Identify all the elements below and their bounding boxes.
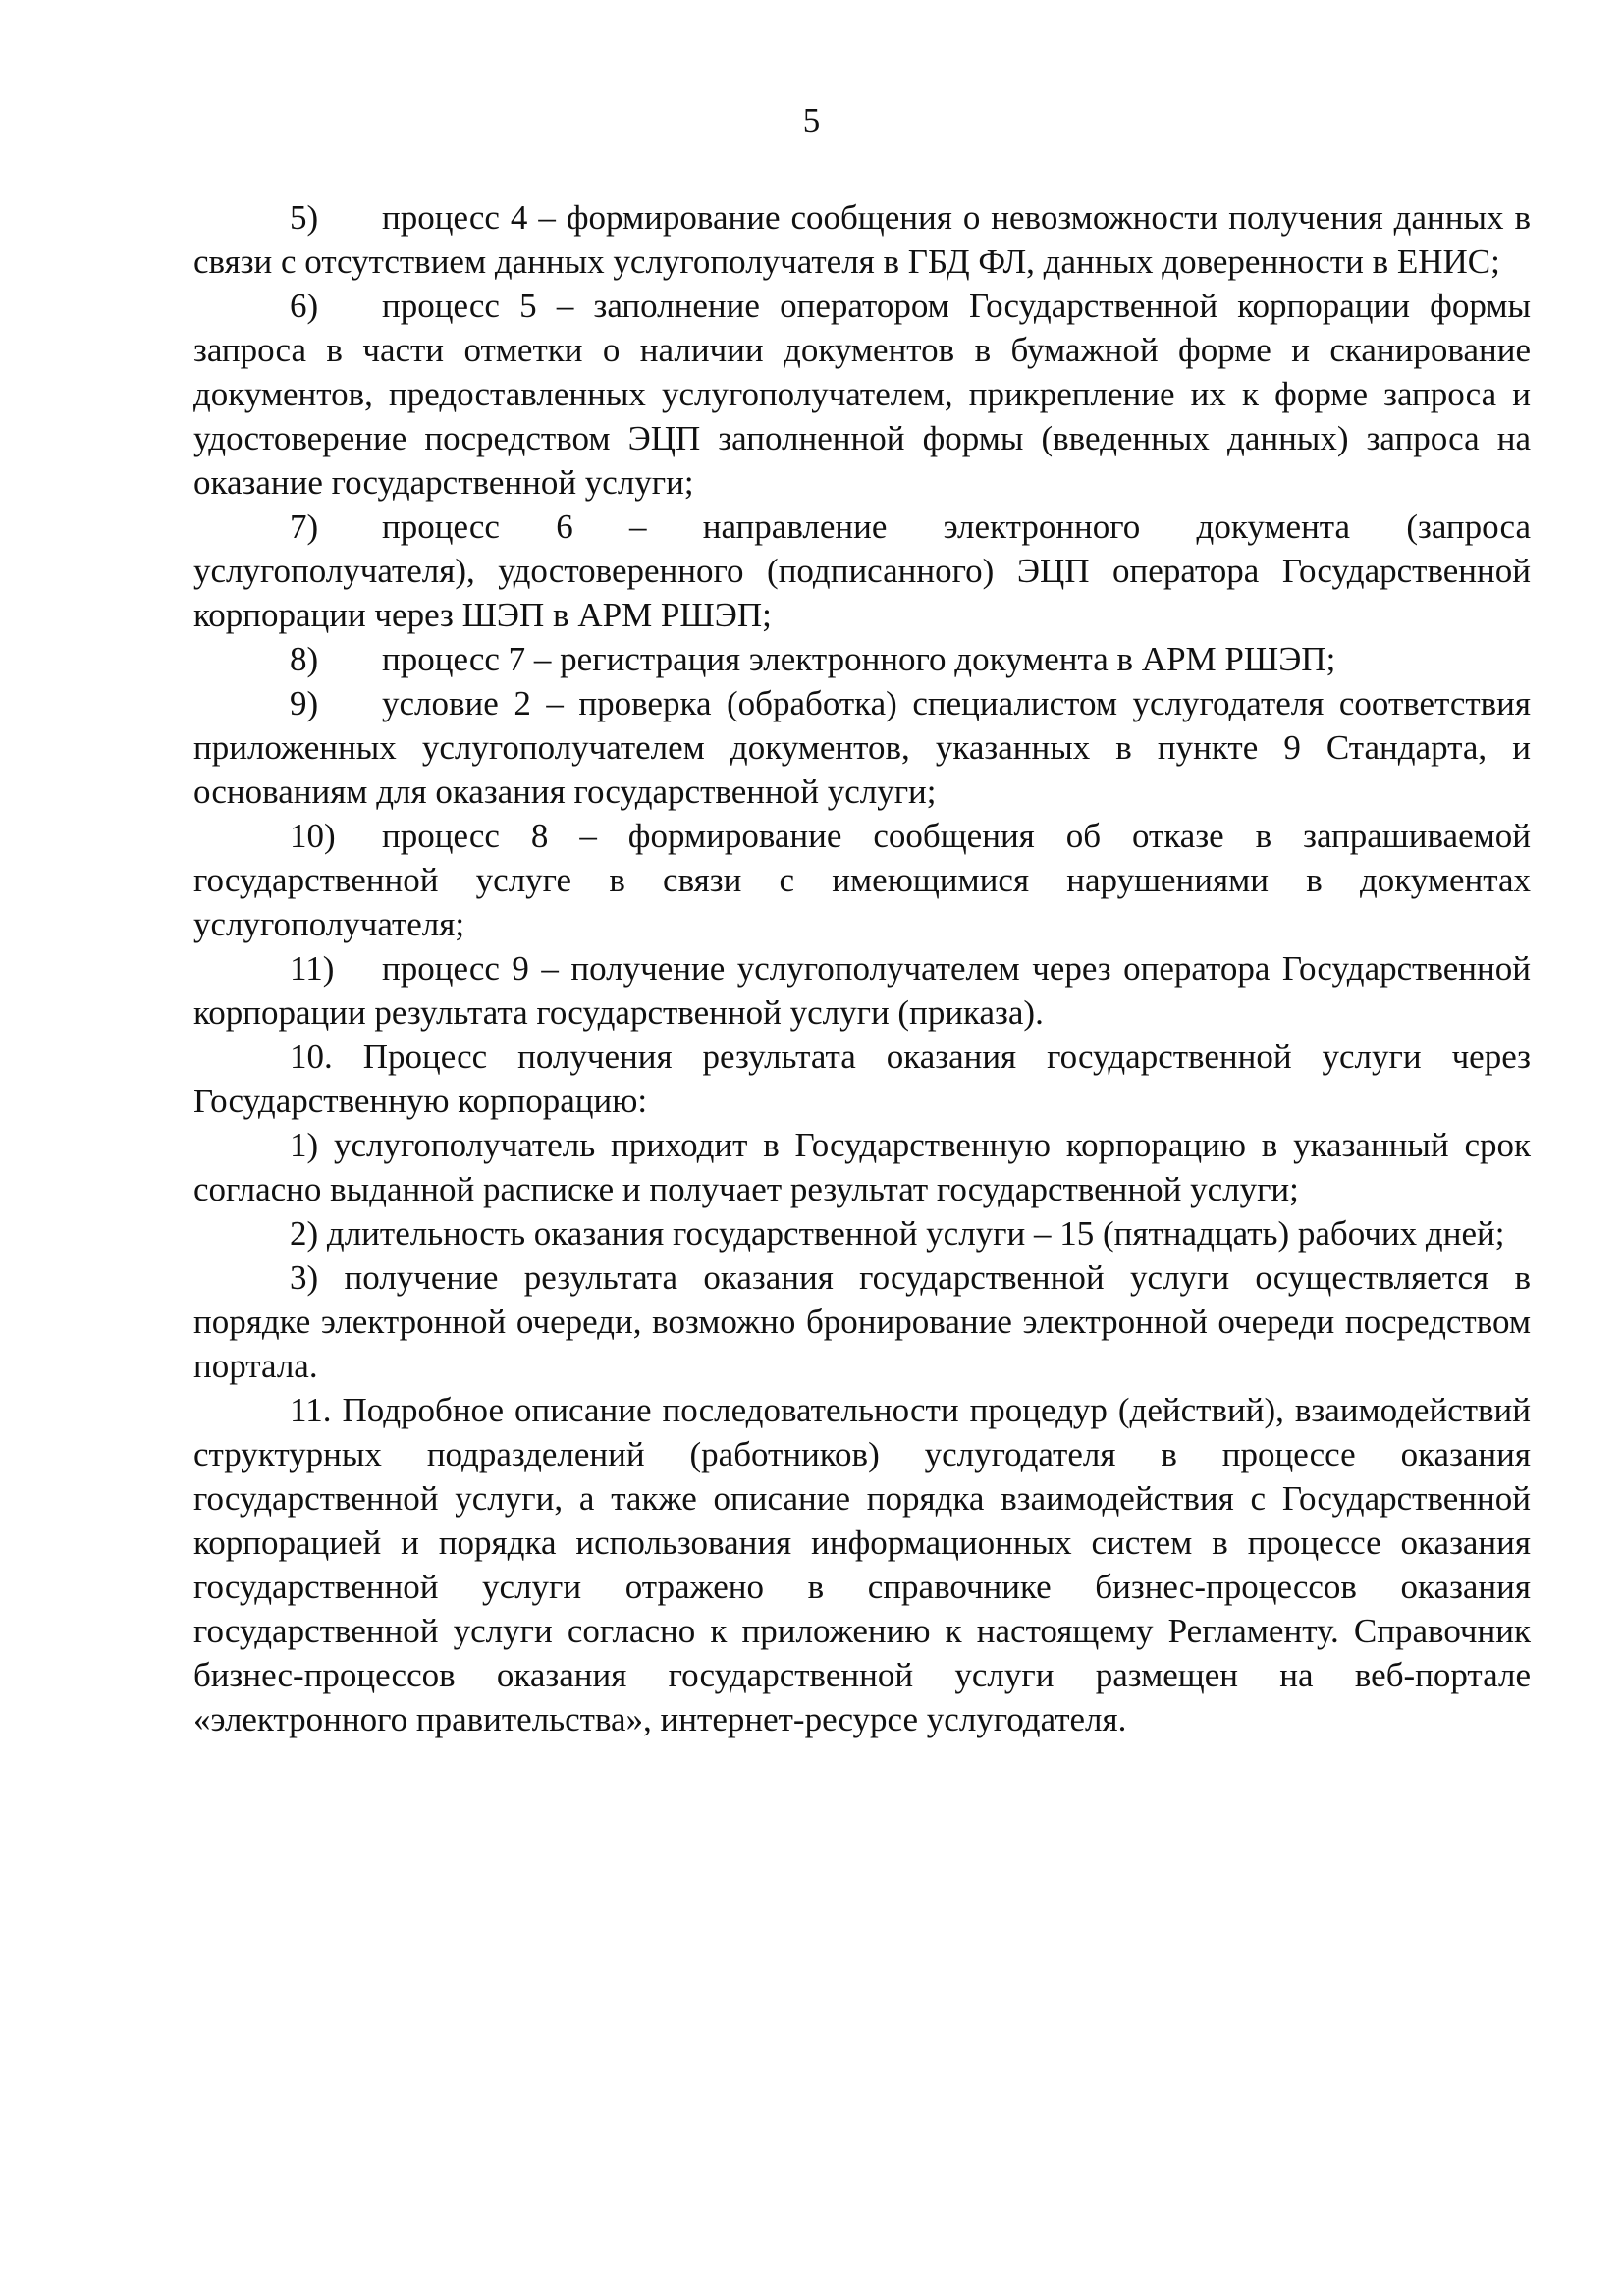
list-item — [193, 946, 1531, 1035]
list-item-number: 7) — [290, 507, 319, 546]
list-item-text: 1) услугополучатель приходит в Государственную корпорацию в указанный срок согласно выданной расписке и получает результат государственной услуги; — [193, 1126, 1531, 1208]
list-item — [193, 1123, 1531, 1211]
list-item-text: процесс 5 – заполнение оператором Государственной корпорации формы запроса в части отметки о наличии документов в бумажной форме и сканирование документов, предоставленных услугополучателем, прикрепление их к форме запроса и удостоверение посредством ЭЦП заполненной формы (введенных данных) запроса на оказание государственной услуги; — [193, 287, 1531, 502]
list-item-text: процесс 4 – формирование сообщения о невозможности получения данных в связи с отсутствием данных услугополучателя в ГБД ФЛ, данных доверенности в ЕНИС; — [193, 198, 1531, 281]
list-item — [193, 195, 1531, 284]
list-item-number: 11) — [290, 949, 335, 988]
list-item-text: 3) получение результата оказания государственной услуги осуществляется в порядке электронной очереди, возможно бронирование электронной очереди посредством портала. — [193, 1258, 1531, 1385]
list-item-text: 2) длительность оказания государственной услуги – 15 (пятнадцать) рабочих дней; — [290, 1214, 1505, 1253]
list-item-number: 5) — [290, 198, 319, 237]
list-item — [193, 681, 1531, 814]
page-number: 5 — [802, 101, 821, 139]
list-item-text: процесс 7 – регистрация электронного документа в АРМ РШЭП; — [382, 640, 1336, 678]
list-item — [193, 814, 1531, 946]
section-paragraph — [193, 1388, 1531, 1741]
paragraph-text: 11. Подробное описание последовательности процедур (действий), взаимодействий структурных подразделений (работников) услугодателя в процессе оказания государственной услуги, а также описание порядка взаимодействия с Государственной корпорацией и порядка использования информационных систем в процессе оказания государственной услуги отражено в справочнике бизнес-процессов оказания государственной услуги согласно к приложению к настоящему Регламенту. Справочник бизнес-процессов оказания государственной услуги размещен на веб-портале «электронного правительства», интернет-ресурсе услугодателя. — [193, 1391, 1531, 1738]
list-item-number: 9) — [290, 684, 319, 722]
paragraph-text: 10. Процесс получения результата оказания государственной услуги через Государственную корпорацию: — [193, 1038, 1531, 1120]
list-item-number: 6) — [290, 287, 319, 325]
section-paragraph — [193, 1035, 1531, 1123]
list-item-text: условие 2 – проверка (обработка) специалистом услугодателя соответствия приложенных услугополучателем документов, указанных в пункте 9 Стандарта, и основаниям для оказания государственной услуги; — [193, 684, 1531, 811]
list-item-number: 10) — [290, 817, 336, 855]
list-item-text: процесс 6 – направление электронного документа (запроса услугополучателя), удостоверенного (подписанного) ЭЦП оператора Государственной корпорации через ШЭП в АРМ РШЭП; — [193, 507, 1531, 634]
list-item-text: процесс 9 – получение услугополучателем через оператора Государственной корпорации результата государственной услуги (приказа). — [193, 949, 1531, 1032]
list-item — [193, 637, 1531, 681]
list-item — [193, 1211, 1531, 1255]
list-item-text: процесс 8 – формирование сообщения об отказе в запрашиваемой государственной услуге в связи с имеющимися нарушениями в документах услугополучателя; — [193, 817, 1531, 943]
document-body — [193, 195, 1531, 1741]
list-item-number: 8) — [290, 640, 319, 678]
list-item — [193, 284, 1531, 505]
list-item — [193, 1255, 1531, 1388]
list-item — [193, 505, 1531, 637]
